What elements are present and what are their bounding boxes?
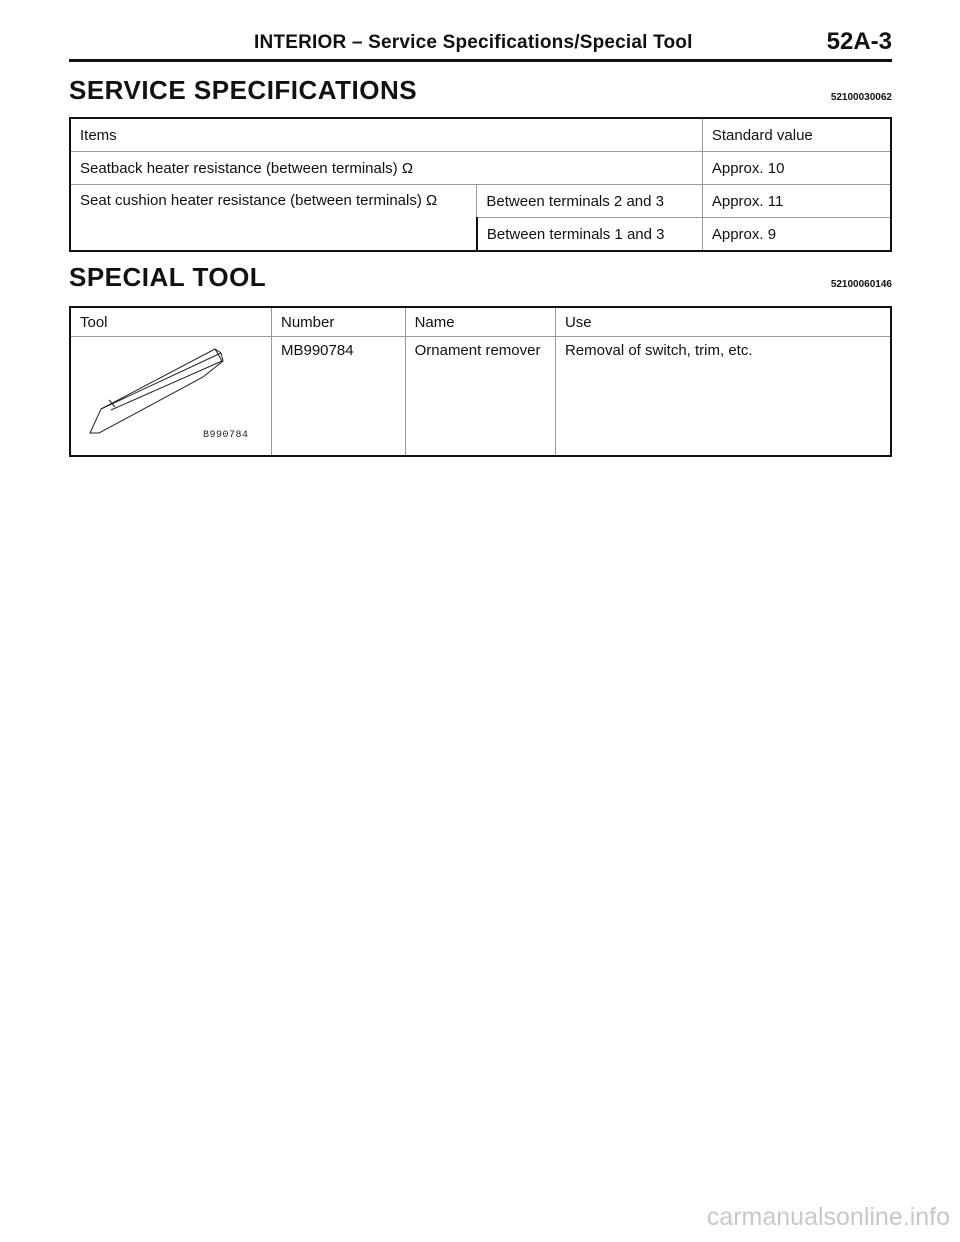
column-header-name: Name bbox=[405, 307, 555, 337]
table-row bbox=[70, 152, 891, 185]
table-header-row bbox=[70, 307, 891, 337]
cushion-sub1: Between terminals 2 and 3 bbox=[477, 185, 702, 218]
table-row bbox=[70, 185, 891, 218]
page-number: 52A-3 bbox=[826, 28, 892, 55]
cushion-sub2: Between terminals 1 and 3 bbox=[477, 218, 702, 252]
column-header-standard-value: Standard value bbox=[702, 118, 891, 152]
service-specifications-code: 52100030062 bbox=[830, 92, 892, 103]
tool-number: MB990784 bbox=[272, 337, 406, 457]
special-tool-table bbox=[69, 306, 892, 457]
service-specifications-heading: SERVICE SPECIFICATIONS bbox=[69, 75, 418, 105]
tool-use: Removal of switch, trim, etc. bbox=[555, 337, 891, 457]
tool-image-cell bbox=[70, 337, 272, 457]
seatback-value: Approx. 10 bbox=[702, 152, 891, 185]
seatback-item: Seatback heater resistance (between terminals) Ω bbox=[70, 152, 702, 185]
header-title: INTERIOR – Service Specifications/Special Tool bbox=[254, 32, 693, 53]
cushion-value2: Approx. 9 bbox=[702, 218, 891, 252]
tool-image-label: B990784 bbox=[203, 430, 249, 441]
page-header bbox=[69, 28, 892, 62]
column-header-tool: Tool bbox=[70, 307, 272, 337]
special-tool-heading: SPECIAL TOOL bbox=[69, 262, 267, 292]
watermark: carmanualsonline.info bbox=[706, 1203, 950, 1231]
column-header-use: Use bbox=[555, 307, 891, 337]
ornament-remover-illustration bbox=[71, 337, 271, 451]
service-specifications-table bbox=[69, 117, 892, 252]
cushion-value1: Approx. 11 bbox=[702, 185, 891, 218]
column-header-items: Items bbox=[70, 118, 702, 152]
tool-name: Ornament remover bbox=[405, 337, 555, 457]
header-rule bbox=[69, 59, 892, 62]
table-header-row bbox=[70, 118, 891, 152]
special-tool-code: 52100060146 bbox=[830, 279, 892, 290]
column-header-number: Number bbox=[272, 307, 406, 337]
cushion-item: Seat cushion heater resistance (between terminals) Ω bbox=[70, 185, 477, 252]
table-row bbox=[70, 337, 891, 457]
